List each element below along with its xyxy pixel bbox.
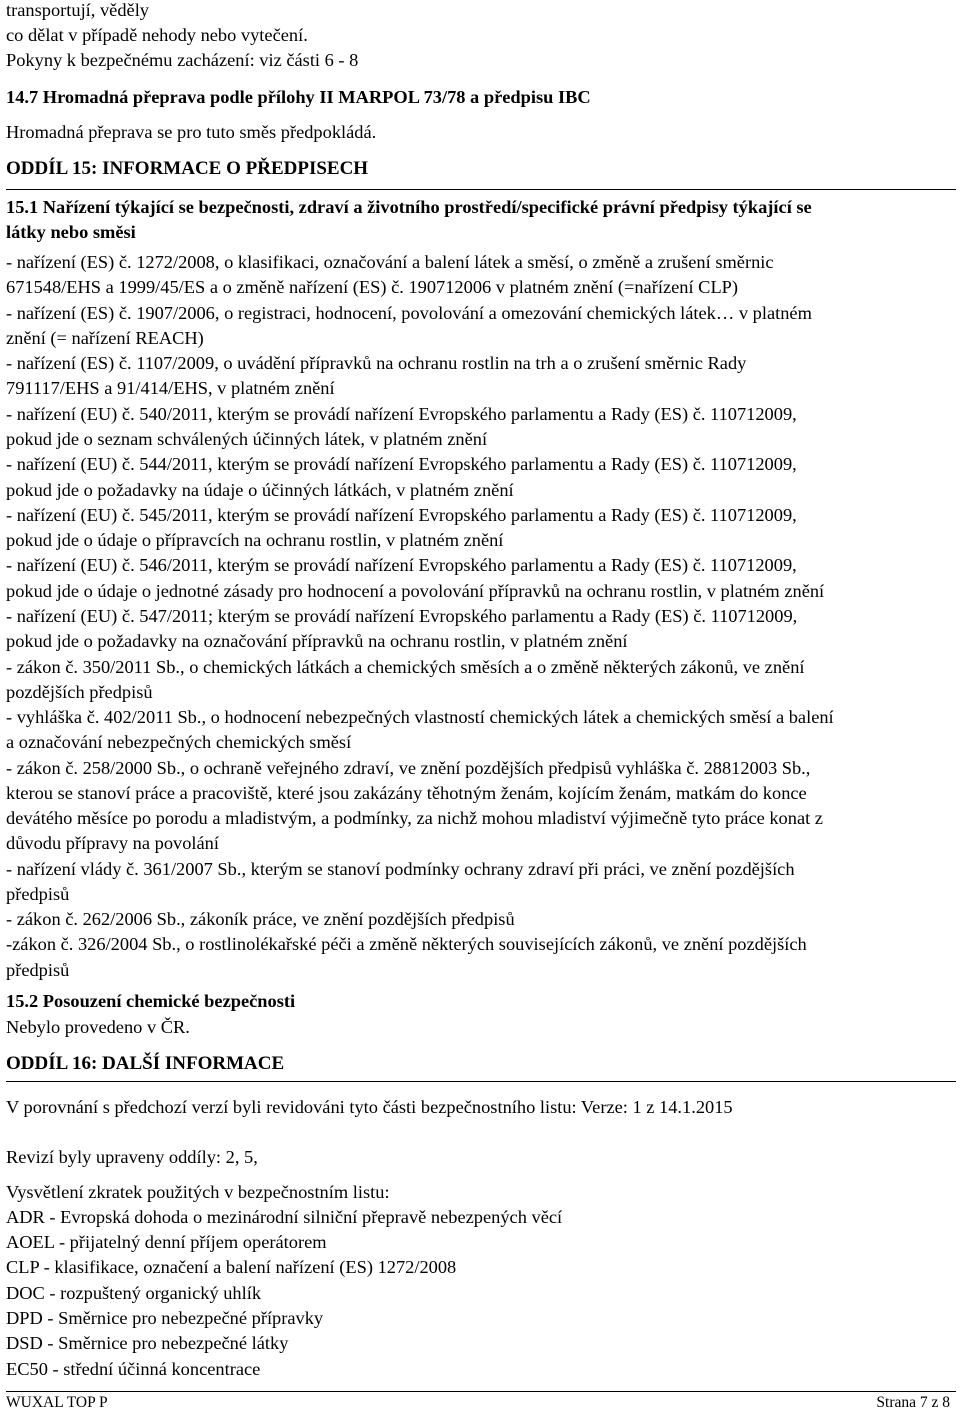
footer-product-name: WUXAL TOP P: [6, 1394, 108, 1411]
section-15-rule: [6, 189, 956, 190]
text-line: 671548/EHS a 1999/45/ES a o změně nařízení (ES) č. 190712006 v platném znění (=nařízení CLP): [6, 277, 739, 297]
text-line: - nařízení (EU) č. 545/2011, kterým se provádí nařízení Evropského parlamentu a Rady (ES) č. 110712009,: [6, 505, 797, 525]
text-line: - nařízení (ES) č. 1907/2006, o registraci, hodnocení, povolování a omezování chemických látek… v platném: [6, 303, 812, 323]
text-line: pokud jde o požadavky na údaje o účinných látkách, v platném znění: [6, 480, 514, 500]
footer-rule: [6, 1391, 956, 1392]
text-line: co dělat v případě nehody nebo vytečení.: [6, 25, 308, 45]
text-line: DPD - Směrnice pro nebezpečné přípravky: [6, 1308, 324, 1328]
section-16-rule: [6, 1081, 956, 1082]
text-line: 791117/EHS a 91/414/EHS, v platném znění: [6, 378, 335, 398]
section-heading: ODDÍL 16: DALŠÍ INFORMACE: [6, 1053, 285, 1074]
text-line: předpisů: [6, 960, 70, 980]
subsection-heading: 15.2 Posouzení chemické bezpečnosti: [6, 991, 296, 1011]
footer-page-number: Strana 7 z 8: [876, 1394, 950, 1411]
text-line: Revizí byly upraveny oddíly: 2, 5,: [6, 1147, 258, 1167]
text-line: a označování nebezpečných chemických směsí: [6, 732, 352, 752]
text-line: EC50 - střední účinná koncentrace: [6, 1359, 261, 1379]
subsection-heading: 15.1 Nařízení týkající se bezpečnosti, zdraví a životního prostředí/specifické právní předpisy týkající se: [6, 197, 812, 217]
text-line: - vyhláška č. 402/2011 Sb., o hodnocení nebezpečných vlastností chemických látek a chemických směsí a balení: [6, 707, 834, 727]
text-line: pokud jde o požadavky na označování přípravků na ochranu rostlin, v platném znění: [6, 631, 628, 651]
text-line: DOC - rozpuštený organický uhlík: [6, 1283, 262, 1303]
text-line: pokud jde o údaje o přípravcích na ochranu rostlin, v platném znění: [6, 530, 504, 550]
text-line: - zákon č. 258/2000 Sb., o ochraně veřejného zdraví, ve znění pozdějších předpisů vyhláška č. 28812003 Sb.,: [6, 758, 811, 778]
text-line: znění (= nařízení REACH): [6, 328, 204, 348]
text-line: Pokyny k bezpečnému zacházení: viz části 6 - 8: [6, 50, 359, 70]
text-line: - nařízení (EU) č. 544/2011, kterým se provádí nařízení Evropského parlamentu a Rady (ES) č. 110712009,: [6, 454, 797, 474]
text-line: - nařízení (EU) č. 547/2011; kterým se provádí nařízení Evropského parlamentu a Rady (ES) č. 110712009,: [6, 606, 798, 626]
text-line: Vysvětlení zkratek použitých v bezpečnostním listu:: [6, 1182, 390, 1202]
text-line: Hromadná přeprava se pro tuto směs předpokládá.: [6, 122, 377, 142]
section-heading: ODDÍL 15: INFORMACE O PŘEDPISECH: [6, 158, 369, 179]
text-line: kterou se stanoví práce a pracoviště, které jsou zakázány těhotným ženám, kojícím ženám, matkám do konce: [6, 783, 807, 803]
text-line: CLP - klasifikace, označení a balení nařízení (ES) 1272/2008: [6, 1257, 457, 1277]
text-line: - zákon č. 262/2006 Sb., zákoník práce, ve znění pozdějších předpisů: [6, 909, 515, 929]
text-line: pokud jde o seznam schválených účinných látek, v platném znění: [6, 429, 488, 449]
text-line: předpisů: [6, 884, 70, 904]
subsection-heading: látky nebo směsi: [6, 222, 136, 242]
text-line: V porovnání s předchozí verzí byli revidováni tyto části bezpečnostního listu: Verze: 1 z 14.1.2015: [6, 1097, 733, 1117]
text-line: pozdějších předpisů: [6, 682, 153, 702]
text-line: - nařízení (EU) č. 540/2011, kterým se provádí nařízení Evropského parlamentu a Rady (ES) č. 110712009,: [6, 404, 797, 424]
text-line: Nebylo provedeno v ČR.: [6, 1017, 190, 1037]
text-line: - nařízení (EU) č. 546/2011, kterým se provádí nařízení Evropského parlamentu a Rady (ES) č. 110712009,: [6, 555, 797, 575]
text-line: - zákon č. 350/2011 Sb., o chemických látkách a chemických směsích a o změně některých zákonů, ve znění: [6, 657, 805, 677]
text-line: transportují, věděly: [6, 0, 150, 20]
text-line: pokud jde o údaje o jednotné zásady pro hodnocení a povolování přípravků na ochranu rostlin, v platném znění: [6, 581, 825, 601]
text-line: - nařízení (ES) č. 1272/2008, o klasifikaci, označování a balení látek a směsí, o změně a zrušení směrnic: [6, 252, 774, 272]
text-line: DSD - Směrnice pro nebezpečné látky: [6, 1333, 289, 1353]
text-line: - nařízení (ES) č. 1107/2009, o uvádění přípravků na ochranu rostlin na trh a o zrušení směrnic Rady: [6, 353, 747, 373]
text-line: ADR - Evropská dohoda o mezinárodní silniční přepravě nebezpených věcí: [6, 1207, 563, 1227]
text-line: AOEL - přijatelný denní příjem operátorem: [6, 1232, 327, 1252]
text-line: důvodu přípravy na povolání: [6, 833, 219, 853]
subsection-heading: 14.7 Hromadná přeprava podle přílohy II MARPOL 73/78 a předpisu IBC: [6, 87, 591, 107]
text-line: - nařízení vlády č. 361/2007 Sb., kterým se stanoví podmínky ochrany zdraví při práci, ve znění pozdějších: [6, 859, 795, 879]
text-line: -zákon č. 326/2004 Sb., o rostlinolékařské péči a změně některých souvisejících zákonů, ve znění pozdějších: [6, 934, 807, 954]
text-line: devátého měsíce po porodu a mladistvým, a podmínky, za nichž mohou mladiství výjimečně tyto práce konat z: [6, 808, 823, 828]
